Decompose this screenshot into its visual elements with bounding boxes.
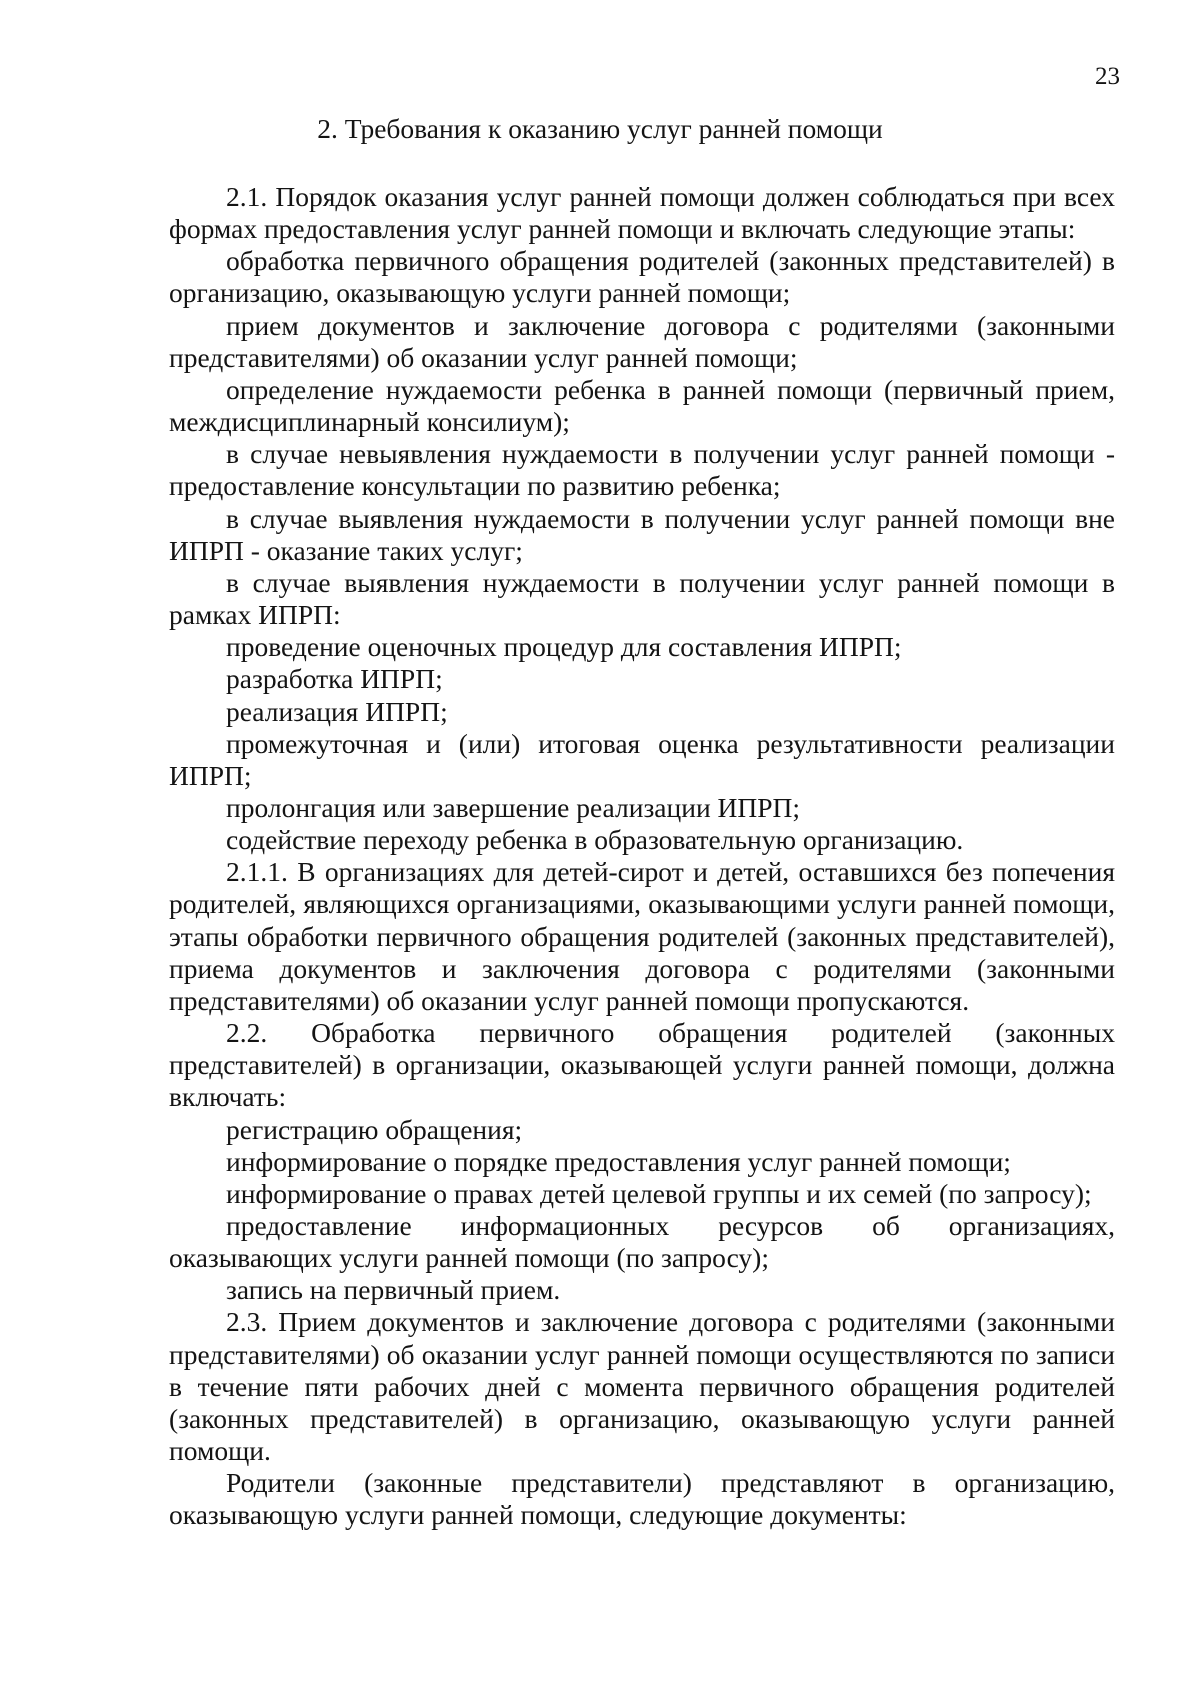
stage-item: промежуточная и (или) итоговая оценка результативности реализации ИПРП;	[169, 727, 1115, 791]
processing-item: запись на первичный прием.	[226, 1274, 561, 1306]
paragraph-2-1-1: 2.1.1. В организациях для детей-сирот и детей, оставшихся без попечения родителей, являющихся организациями, оказывающими услуги ранней помощи, этапы обработки первичного обращения родителей (законных представителей), приема документов и заключения договора с родителями (законными представителями) об оказании услуг ранней помощи пропускаются.	[169, 856, 1115, 1016]
stage-item: обработка первичного обращения родителей (законных представителей) в организацию, оказывающую услуги ранней помощи;	[169, 245, 1115, 309]
section-title: 2. Требования к оказанию услуг ранней помощи	[317, 113, 883, 144]
paragraph-2-1: 2.1. Порядок оказания услуг ранней помощи должен соблюдаться при всех формах предоставления услуг ранней помощи и включать следующие этапы:	[169, 181, 1115, 245]
stage-item: прием документов и заключение договора с родителями (законными представителями) об оказании услуг ранней помощи;	[169, 309, 1115, 373]
paragraph-2-2: 2.2. Обработка первичного обращения родителей (законных представителей) в организации, оказывающей услуги ранней помощи, должна включать:	[169, 1017, 1115, 1113]
stage-item: в случае выявления нуждаемости в получении услуг ранней помощи вне ИПРП - оказание таких услуг;	[169, 502, 1115, 566]
stage-item: в случае выявления нуждаемости в получении услуг ранней помощи в рамках ИПРП:	[169, 566, 1115, 631]
stage-item: в случае невыявления нуждаемости в получении услуг ранней помощи - предоставление консультации по развитию ребенка;	[169, 438, 1115, 502]
stage-item: пролонгация или завершение реализации ИПРП;	[226, 791, 801, 823]
stage-item: содействие переходу ребенка в образовательную организацию.	[226, 824, 964, 856]
paragraph-documents: Родители (законные представители) представляют в организацию, оказывающую услуги ранней помощи, следующие документы:	[169, 1467, 1115, 1531]
paragraph-2-3: 2.3. Прием документов и заключение договора с родителями (законными представителями) об оказании услуг ранней помощи осуществляются по записи в течение пяти рабочих дней с момента первичного обращения родителей (законных представителей) в организацию, оказывающую услуги ранней помощи.	[169, 1306, 1115, 1467]
processing-item: регистрацию обращения;	[226, 1113, 523, 1145]
page-number: 23	[1095, 63, 1120, 90]
document-body	[169, 181, 1115, 1532]
stage-item: реализация ИПРП;	[226, 695, 448, 727]
processing-item: информирование о правах детей целевой группы и их семей (по запросу);	[226, 1177, 1092, 1209]
stage-item: определение нуждаемости ребенка в ранней помощи (первичный прием, междисциплинарный консилиум);	[169, 373, 1115, 438]
processing-item: предоставление информационных ресурсов об организациях, оказывающих услуги ранней помощи (по запросу);	[169, 1210, 1115, 1274]
stage-item: проведение оценочных процедур для составления ИПРП;	[226, 631, 902, 663]
processing-item: информирование о порядке предоставления услуг ранней помощи;	[226, 1145, 1011, 1177]
stage-item: разработка ИПРП;	[226, 663, 443, 695]
